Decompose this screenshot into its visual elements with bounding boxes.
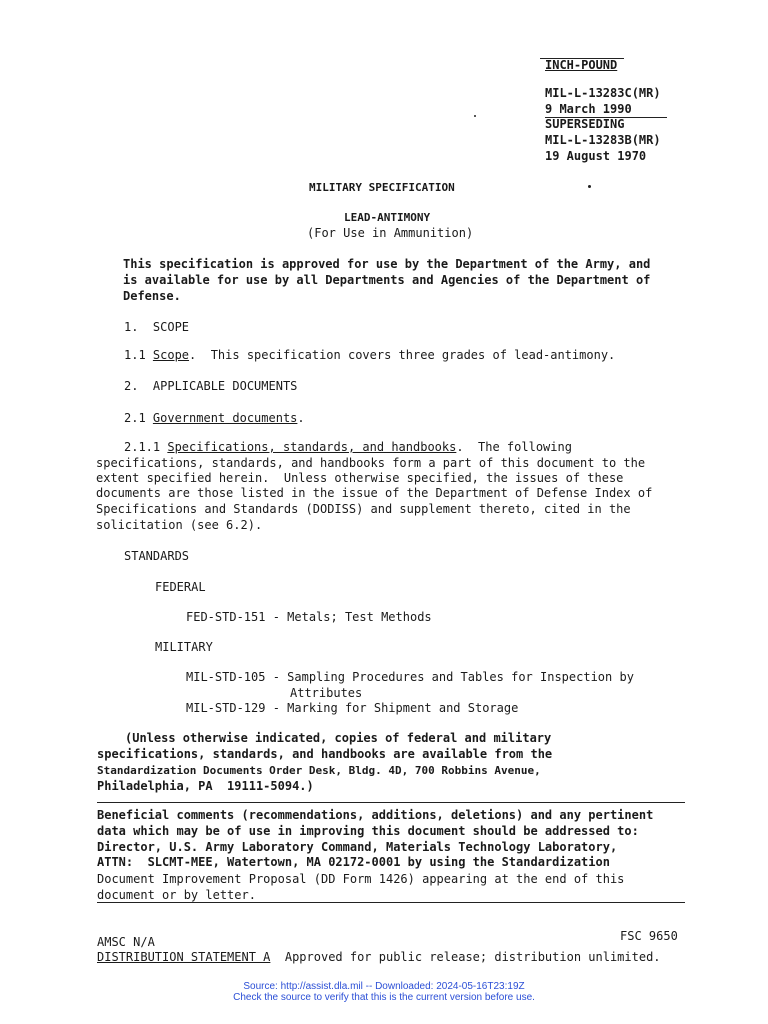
fsc-code: FSC 9650	[620, 929, 678, 943]
comments-line: data which may be of use in improving this document should be addressed to:	[97, 824, 639, 838]
availability-line: Standardization Documents Order Desk, Bldg. 4D, 700 Robbins Avenue,	[97, 764, 541, 777]
approval-line: This specification is approved for use by the Department of the Army, and	[123, 257, 651, 271]
comments-box-top-rule	[97, 802, 685, 803]
comments-line: document or by letter.	[97, 888, 256, 902]
scan-speck	[474, 115, 476, 117]
doc-date: 9 March 1990	[545, 102, 632, 116]
paragraph-2-1	[124, 411, 305, 426]
superseded-date: 19 August 1970	[545, 149, 647, 163]
para-line: Specifications and Standards (DODISS) and supplement thereto, cited in the	[96, 502, 631, 516]
para-number: 1.1	[124, 348, 153, 362]
availability-line: specifications, standards, and handbooks are available from the	[97, 747, 553, 761]
para-line: specifications, standards, and handbooks form a part of this document to the	[96, 456, 646, 470]
para-text: . This specification covers three grades of lead-antimony.	[189, 348, 616, 362]
superseding-label: SUPERSEDING	[545, 117, 625, 131]
distribution-statement	[97, 950, 661, 965]
paragraph-1-1	[124, 348, 615, 363]
standards-heading: STANDARDS	[124, 549, 190, 563]
military-label: MILITARY	[155, 640, 213, 654]
comments-line: Director, U.S. Army Laboratory Command, Materials Technology Laboratory,	[97, 840, 618, 854]
source-notice-line: Check the source to verify that this is the current version before use.	[233, 992, 535, 1003]
superseded-id: MIL-L-13283B(MR)	[545, 133, 661, 147]
approval-line: Defense.	[123, 289, 181, 303]
comments-line: ATTN: SLCMT-MEE, Watertown, MA 02172-0001 by using the Standardization	[97, 855, 610, 869]
para-number: 2.1	[124, 411, 153, 425]
availability-line: Philadelphia, PA 19111-5094.)	[97, 779, 314, 793]
para-title: Government documents	[152, 411, 298, 425]
comments-line: Beneficial comments (recommendations, additions, deletions) and any pertinent	[97, 808, 654, 822]
para-line: extent specified herein. Unless otherwise specified, the issues of these	[96, 471, 624, 485]
spec-type: MILITARY SPECIFICATION	[309, 181, 455, 194]
para-title: Specifications, standards, and handbooks	[167, 440, 457, 454]
mil-std-105: MIL-STD-105 - Sampling Procedures and Tables for Inspection by	[186, 670, 634, 684]
amsc-label: AMSC N/A	[97, 935, 155, 949]
mil-std-129: MIL-STD-129 - Marking for Shipment and Storage	[186, 701, 519, 715]
para-text: . The following	[456, 440, 572, 454]
fed-std-151: FED-STD-151 - Metals; Test Methods	[186, 610, 432, 624]
spec-name: LEAD-ANTIMONY	[344, 211, 431, 224]
section-heading-documents: 2. APPLICABLE DOCUMENTS	[124, 379, 298, 393]
distribution-text: Approved for public release; distribution unlimited.	[270, 950, 661, 964]
para-number: 2.1.1	[124, 440, 168, 454]
distribution-label: DISTRIBUTION STATEMENT A	[97, 950, 271, 964]
approval-line: is available for use by all Departments and Agencies of the Department of	[123, 273, 651, 287]
availability-line: (Unless otherwise indicated, copies of federal and military	[125, 731, 552, 745]
mil-std-105-cont: Attributes	[290, 686, 363, 700]
paragraph-2-1-1	[124, 440, 572, 455]
para-line: documents are those listed in the issue of the Department of Defense Index of	[96, 486, 653, 500]
federal-label: FEDERAL	[155, 580, 206, 594]
comments-line: Document Improvement Proposal (DD Form 1426) appearing at the end of this	[97, 872, 625, 886]
comments-box-bottom-rule	[97, 902, 685, 903]
source-notice-line: Source: http://assist.dla.mil -- Downloaded: 2024-05-16T23:19Z	[243, 981, 525, 992]
doc-id: MIL-L-13283C(MR)	[545, 86, 661, 100]
para-line: solicitation (see 6.2).	[96, 518, 263, 532]
inch-pound-label: INCH-POUND	[545, 58, 618, 72]
para-title: Scope	[152, 348, 190, 362]
spec-use: (For Use in Ammunition)	[307, 226, 474, 240]
scan-speck	[588, 185, 591, 188]
section-heading-scope: 1. SCOPE	[124, 320, 190, 334]
para-text: .	[297, 411, 305, 425]
